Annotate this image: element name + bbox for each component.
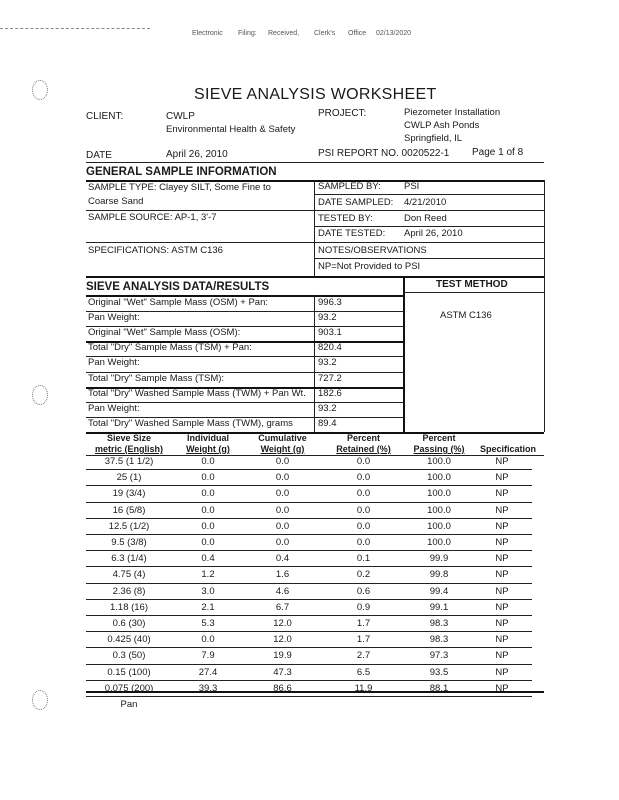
- table-cell: 0.0: [172, 470, 244, 486]
- table-cell: 1.6: [244, 567, 321, 583]
- table-cell: 88.1: [406, 680, 472, 696]
- table-cell: 39.3: [172, 680, 244, 696]
- results-row-label: Total "Dry" Sample Mass (TSM) + Pan:: [88, 342, 252, 354]
- table-cell: 0.2: [321, 567, 406, 583]
- table-cell: 9.5 (3/8): [86, 535, 172, 551]
- table-cell: 4.6: [244, 583, 321, 599]
- rule: [314, 226, 544, 227]
- table-cell: [406, 697, 472, 713]
- date-value: April 26, 2010: [166, 149, 228, 160]
- sample-type-line1: SAMPLE TYPE: Clayey SILT, Some Fine to: [88, 182, 271, 193]
- table-cell: 0.425 (40): [86, 632, 172, 648]
- table-cell: 0.0: [172, 518, 244, 534]
- stamp-date: 02/13/2020: [376, 30, 412, 37]
- table-row: [86, 454, 532, 470]
- general-heading: GENERAL SAMPLE INFORMATION: [86, 166, 277, 178]
- project-site: CWLP Ash Ponds: [404, 120, 480, 131]
- table-cell: 1.7: [321, 632, 406, 648]
- table-cell: 100.0: [406, 502, 472, 518]
- table-cell: 16 (5/8): [86, 502, 172, 518]
- table-cell: 0.0: [172, 535, 244, 551]
- hole-punch-bottom: [32, 690, 48, 710]
- table-cell: 12.0: [244, 632, 321, 648]
- stamp-filing: Filing:: [238, 30, 257, 37]
- table-cell: 0.4: [172, 551, 244, 567]
- test-method-label: TEST METHOD: [436, 279, 508, 290]
- test-method-value: ASTM C136: [440, 310, 492, 321]
- table-cell: 98.3: [406, 616, 472, 632]
- table-bottom-rule: [86, 691, 544, 693]
- table-header-cell: [244, 433, 321, 455]
- table-row: [86, 535, 532, 551]
- table-cell: NP: [472, 616, 532, 632]
- sample-type-line2: Coarse Sand: [88, 196, 144, 207]
- table-header-line2: Weight (g): [186, 444, 230, 454]
- table-cell: 47.3: [244, 664, 321, 680]
- table-cell: NP: [472, 486, 532, 502]
- client-department: Environmental Health & Safety: [166, 124, 296, 135]
- results-row-value: 182.6: [318, 387, 342, 399]
- table-cell: 25 (1): [86, 470, 172, 486]
- table-row: [86, 632, 532, 648]
- table-cell: 0.6: [321, 583, 406, 599]
- table-cell: NP: [472, 583, 532, 599]
- results-row-value: 727.2: [318, 372, 342, 384]
- general-right-edge: [544, 180, 545, 276]
- table-cell: NP: [472, 551, 532, 567]
- results-row-value: 820.4: [318, 342, 342, 354]
- sample-source: SAMPLE SOURCE: AP-1, 3'-7: [88, 212, 217, 223]
- table-cell: 0.0: [321, 486, 406, 502]
- table-cell: 0.0: [244, 502, 321, 518]
- sampled-by-value: PSI: [404, 181, 420, 192]
- table-cell: 5.3: [172, 616, 244, 632]
- table-header-line1: Individual: [186, 433, 229, 443]
- table-cell: 0.0: [321, 470, 406, 486]
- table-row: [86, 486, 532, 502]
- table-cell: 100.0: [406, 486, 472, 502]
- table-cell: 100.0: [406, 535, 472, 551]
- table-cell: 2.36 (8): [86, 583, 172, 599]
- table-cell: [321, 697, 406, 713]
- results-row-label: Total "Dry" Sample Mass (TSM):: [88, 372, 225, 384]
- table-row: [86, 567, 532, 583]
- table-cell: 0.1: [321, 551, 406, 567]
- table-header-cell: [86, 433, 172, 455]
- table-row: [86, 518, 532, 534]
- table-cell: 19.9: [244, 648, 321, 664]
- table-cell: 0.9: [321, 599, 406, 615]
- sampled-by-label: SAMPLED BY:: [318, 181, 381, 192]
- table-cell: 99.9: [406, 551, 472, 567]
- table-header-line1: Cumulative: [258, 433, 307, 443]
- table-cell: 98.3: [406, 632, 472, 648]
- stamp-received: Received,: [268, 30, 300, 37]
- table-row: [86, 599, 532, 615]
- table-cell: 99.4: [406, 583, 472, 599]
- date-sampled-value: 4/21/2010: [404, 197, 447, 208]
- table-cell: 0.0: [172, 632, 244, 648]
- table-cell: 0.0: [321, 454, 406, 470]
- table-cell: 7.9: [172, 648, 244, 664]
- rule: [314, 210, 544, 211]
- table-cell: 93.5: [406, 664, 472, 680]
- date-sampled-label: DATE SAMPLED:: [318, 197, 394, 208]
- table-cell: 1.18 (16): [86, 599, 172, 615]
- results-value-divider: [314, 295, 315, 432]
- table-cell: 1.7: [321, 616, 406, 632]
- results-row-value: 903.1: [318, 327, 342, 339]
- results-row-value: 93.2: [318, 312, 337, 324]
- table-cell: NP: [472, 648, 532, 664]
- table-header-cell: [172, 433, 244, 455]
- table-row: [86, 583, 532, 599]
- stamp-electronic: Electronic: [192, 30, 223, 37]
- results-row-label: Pan Weight:: [88, 357, 140, 369]
- project-name: Piezometer Installation: [404, 107, 501, 118]
- table-cell: 11.9: [321, 680, 406, 696]
- table-cell: 6.3 (1/4): [86, 551, 172, 567]
- results-row-value: 996.3: [318, 297, 342, 308]
- stamp-rule: [0, 28, 150, 29]
- table-cell: 12.0: [244, 616, 321, 632]
- table-cell: 0.0: [244, 470, 321, 486]
- table-cell: 6.7: [244, 599, 321, 615]
- results-row-value: 93.2: [318, 402, 337, 414]
- table-row: [86, 551, 532, 567]
- table-cell: 0.0: [321, 518, 406, 534]
- notes-label: NOTES/OBSERVATIONS: [318, 245, 427, 256]
- table-cell: NP: [472, 680, 532, 696]
- table-cell: NP: [472, 632, 532, 648]
- results-row-value: 93.2: [318, 357, 337, 369]
- table-row: [86, 680, 532, 696]
- table-header-line2: Retained (%): [336, 444, 391, 454]
- test-method-rule: [404, 292, 544, 293]
- table-cell: 99.1: [406, 599, 472, 615]
- results-row-label: Total "Dry" Washed Sample Mass (TWM) + Pan Wt.: [88, 387, 306, 399]
- date-label: DATE: [86, 150, 112, 161]
- project-city: Springfield, IL: [404, 133, 463, 144]
- rule: [314, 258, 544, 259]
- tested-by-value: Don Reed: [404, 213, 447, 224]
- table-cell: Pan: [120, 699, 138, 711]
- report-number: PSI REPORT NO. 0020522-1: [318, 148, 450, 159]
- table-cell: NP: [472, 518, 532, 534]
- table-cell: 100.0: [406, 518, 472, 534]
- project-label: PROJECT:: [318, 108, 367, 119]
- table-cell: 2.7: [321, 648, 406, 664]
- table-row: [86, 470, 532, 486]
- results-row-label: Original "Wet" Sample Mass (OSM) + Pan:: [88, 297, 268, 308]
- table-cell: 0.0: [172, 502, 244, 518]
- table-header-line2: Weight (g): [260, 444, 305, 454]
- results-row-label: Pan Weight:: [88, 402, 140, 414]
- table-cell: 27.4: [172, 664, 244, 680]
- page-title: SIEVE ANALYSIS WORKSHEET: [194, 86, 437, 103]
- table-cell: 1.2: [172, 567, 244, 583]
- table-cell: 0.0: [244, 454, 321, 470]
- results-right-edge: [544, 276, 545, 432]
- table-cell: NP: [472, 599, 532, 615]
- table-cell: NP: [472, 535, 532, 551]
- table-cell: NP: [472, 502, 532, 518]
- table-cell: 0.0: [321, 502, 406, 518]
- page-number: Page 1 of 8: [472, 147, 524, 158]
- results-row-label: Total "Dry" Washed Sample Mass (TWM), grams: [88, 417, 293, 429]
- table-cell: NP: [472, 470, 532, 486]
- table-header-line1: Percent: [346, 433, 381, 443]
- results-row-label: Pan Weight:: [88, 312, 140, 324]
- tested-by-label: TESTED BY:: [318, 213, 373, 224]
- rule: [86, 242, 314, 243]
- table-cell: 100.0: [406, 454, 472, 470]
- table-cell: 97.3: [406, 648, 472, 664]
- results-row-label: Original "Wet" Sample Mass (OSM):: [88, 327, 241, 339]
- notes-value: NP=Not Provided to PSI: [318, 261, 421, 272]
- hole-punch-top: [32, 80, 48, 100]
- table-header-line1: Percent: [422, 433, 456, 443]
- table-cell: 0.0: [321, 535, 406, 551]
- results-row-value: 89.4: [318, 417, 337, 429]
- table-cell: 0.6 (30): [86, 616, 172, 632]
- test-method-divider: [403, 276, 405, 432]
- table-row: [86, 502, 532, 518]
- table-cell: 12.5 (1/2): [86, 518, 172, 534]
- table-header-line2: Passing (%): [413, 444, 465, 454]
- date-tested-label: DATE TESTED:: [318, 228, 386, 239]
- hole-punch-middle: [32, 385, 48, 405]
- table-cell: 0.0: [172, 454, 244, 470]
- table-row: [86, 664, 532, 680]
- table-cell: 0.075 (200): [86, 680, 172, 696]
- header-rule: [86, 162, 544, 163]
- table-header-line1: Specification: [479, 444, 536, 454]
- table-cell: [172, 697, 244, 713]
- table-row: [86, 648, 532, 664]
- table-cell: 99.8: [406, 567, 472, 583]
- table-cell: 0.15 (100): [86, 664, 172, 680]
- table-row: [86, 697, 532, 713]
- table-cell: 0.0: [244, 535, 321, 551]
- sieve-table: [86, 454, 532, 712]
- table-cell: [472, 697, 532, 713]
- table-cell: 86.6: [244, 680, 321, 696]
- table-cell: 0.0: [172, 486, 244, 502]
- table-cell: NP: [472, 454, 532, 470]
- table-cell: NP: [472, 664, 532, 680]
- table-header-cell: [406, 433, 472, 455]
- table-header-cell: [321, 433, 406, 455]
- table-header-line1: Sieve Size: [106, 433, 152, 443]
- table-header-line2: metric (English): [94, 444, 163, 454]
- client-name: CWLP: [166, 111, 195, 122]
- stamp-clerks: Clerk's: [314, 30, 336, 37]
- table-cell: 0.4: [244, 551, 321, 567]
- table-cell: 0.3 (50): [86, 648, 172, 664]
- table-cell: 100.0: [406, 470, 472, 486]
- table-cell: 6.5: [321, 664, 406, 680]
- table-cell: 37.5 (1 1/2): [86, 454, 172, 470]
- general-bottom-rule: [86, 276, 544, 278]
- rule: [314, 194, 544, 195]
- rule: [86, 210, 314, 211]
- table-cell: 19 (3/4): [86, 486, 172, 502]
- table-cell: 3.0: [172, 583, 244, 599]
- table-cell: NP: [472, 567, 532, 583]
- results-heading: SIEVE ANALYSIS DATA/RESULTS: [86, 281, 270, 293]
- stamp-office: Office: [348, 30, 367, 37]
- date-tested-value: April 26, 2010: [404, 228, 463, 239]
- table-cell: [244, 697, 321, 713]
- specifications: SPECIFICATIONS: ASTM C136: [88, 245, 223, 256]
- client-label: CLIENT:: [86, 111, 124, 122]
- table-cell: 2.1: [172, 599, 244, 615]
- table-cell: 0.0: [244, 518, 321, 534]
- table-row: [86, 616, 532, 632]
- rule: [314, 242, 544, 243]
- table-cell: 4.75 (4): [86, 567, 172, 583]
- table-cell: 0.0: [244, 486, 321, 502]
